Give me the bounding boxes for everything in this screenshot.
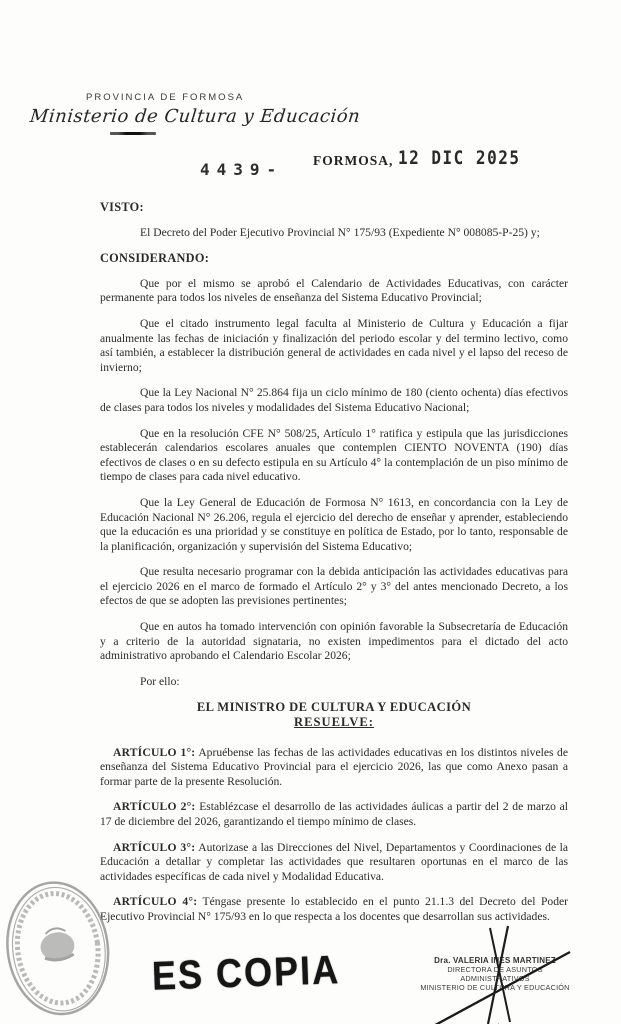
article-text: Autorizase a las Direcciones del Nivel, Departamentos y Coordinaciones de la Educación a detallar y completar las actividades que resultaren oportunas en el marco de las actividades específicas de cada nivel y Modalidad Educativa.	[100, 840, 569, 883]
article-label: ARTÍCULO 3°:	[113, 840, 196, 854]
resuelve-line: RESUELVE:	[294, 715, 374, 730]
article-text: Apruébense las fechas de las actividades educativas en los distintos niveles de enseñanza del Sistema Educativo Provincial para el ejercicio 2026, las que como Anexo pasan a formar parte de la presente Resolución.	[100, 745, 569, 788]
place-label: FORMOSA,	[313, 153, 394, 168]
article-text: Téngase presente lo establecido en el punto 21.1.3 del Decreto del Poder Ejecutivo Provincial N° 175/93 en lo que respecta a los docentes que desarrollan sus actividades.	[100, 895, 569, 923]
visto-heading: VISTO:	[100, 200, 144, 214]
considerando-paragraph: Que en la resolución CFE N° 508/25, Artículo 1° ratifica y estipula que las jurisdicciones establecerán calendarios escolares anuales que contemplen CIENTO NOVENTA (190) días efectivos de clases o en su defecto estipula en su Artículo 4° la contemplación de un piso mínimo de tiempo de clases para cada nivel educativo.	[100, 426, 568, 484]
date-stamp: 12 DIC 2025	[398, 146, 521, 169]
article-label: ARTÍCULO 2°:	[113, 800, 196, 814]
article-2	[100, 800, 568, 829]
letterhead-rule	[110, 132, 156, 135]
article-label: ARTÍCULO 1°:	[113, 745, 196, 759]
resolve-block	[100, 700, 568, 729]
signature-name: Dra. VALERIA INES MARTINEZ	[434, 956, 556, 965]
considerando-paragraph: Que resulta necesario programar con la debida anticipación las actividades educativas para el ejercicio 2026 en el marco de formado el Artículo 2° y 3° del antes mencionado Decreto, a los efectos de que se adopten las previsiones pertinentes;	[100, 565, 568, 608]
article-3	[100, 841, 568, 885]
official-seal-icon	[4, 876, 116, 1024]
signature-block	[420, 956, 570, 992]
considerando-paragraph: Que la Ley Nacional N° 25.864 fija un ciclo mínimo de 180 (ciento ochenta) días efectivos de clases para todos los niveles y modalidades del Sistema Educativo Nacional;	[100, 386, 568, 414]
document-body	[100, 200, 568, 936]
visto-paragraph: El Decreto del Poder Ejecutivo Provincial N° 175/93 (Expediente N° 008085-P-25) y;	[140, 225, 540, 239]
resolution-number-stamp: 4439-	[200, 160, 284, 179]
article-4	[100, 895, 568, 924]
considerando-paragraph: Que la Ley General de Educación de Formosa N° 1613, en concordancia con la Ley de Educación Nacional N° 26.206, regula el ejercicio del derecho de enseñar y aprender, estableciendo que la educación es una prioridad y se constituye en política de Estado, por lo tanto, responsable de la planificación, organización y supervisión del Sistema Educativo;	[100, 495, 568, 553]
letterhead-province: PROVINCIA DE FORMOSA	[86, 92, 245, 103]
por-ello: Por ello:	[140, 674, 180, 688]
considerando-paragraph: Que el citado instrumento legal faculta al Ministerio de Cultura y Educación a fijar anualmente las fechas de iniciación y finalización del periodo escolar y del termino lectivo, como así también, a establecer la distribución general de actividades en cada nivel y el lapso del receso de invierno;	[100, 316, 568, 374]
article-label: ARTÍCULO 4°:	[113, 895, 198, 909]
signature-title: DIRECTORA DE ASUNTOS	[447, 965, 543, 974]
es-copia-stamp: ES COPIA	[151, 946, 341, 999]
considerando-heading: CONSIDERANDO:	[100, 251, 210, 266]
article-text: Establézcase el desarrollo de las actividades áulicas a partir del 2 de marzo al 17 de diciembre del 2026, garantizando el tiempo mínimo de clases.	[100, 800, 568, 828]
letterhead-ministry: Ministerio de Cultura y Educación	[28, 106, 362, 127]
signature-title: ADMINISTRATIVOS	[460, 974, 530, 983]
considerando-paragraph: Que por el mismo se aprobó el Calendario de Actividades Educativas, con carácter permanente para todos los niveles de enseñanza del Sistema Educativo Provincial;	[100, 276, 568, 305]
authority-line: EL MINISTRO DE CULTURA Y EDUCACIÓN	[196, 700, 472, 715]
signature-title: MINISTERIO DE CULTURA Y EDUCACIÓN	[420, 983, 570, 992]
considerando-paragraph: Que en autos ha tomado intervención con opinión favorable la Subsecretaría de Educación y a criterio de la autoridad signataria, no existen impedimentos para el dictado del acto administrativo aprobando el Calendario Escolar 2026;	[100, 620, 568, 663]
letterhead	[28, 92, 362, 135]
article-1	[100, 746, 568, 790]
